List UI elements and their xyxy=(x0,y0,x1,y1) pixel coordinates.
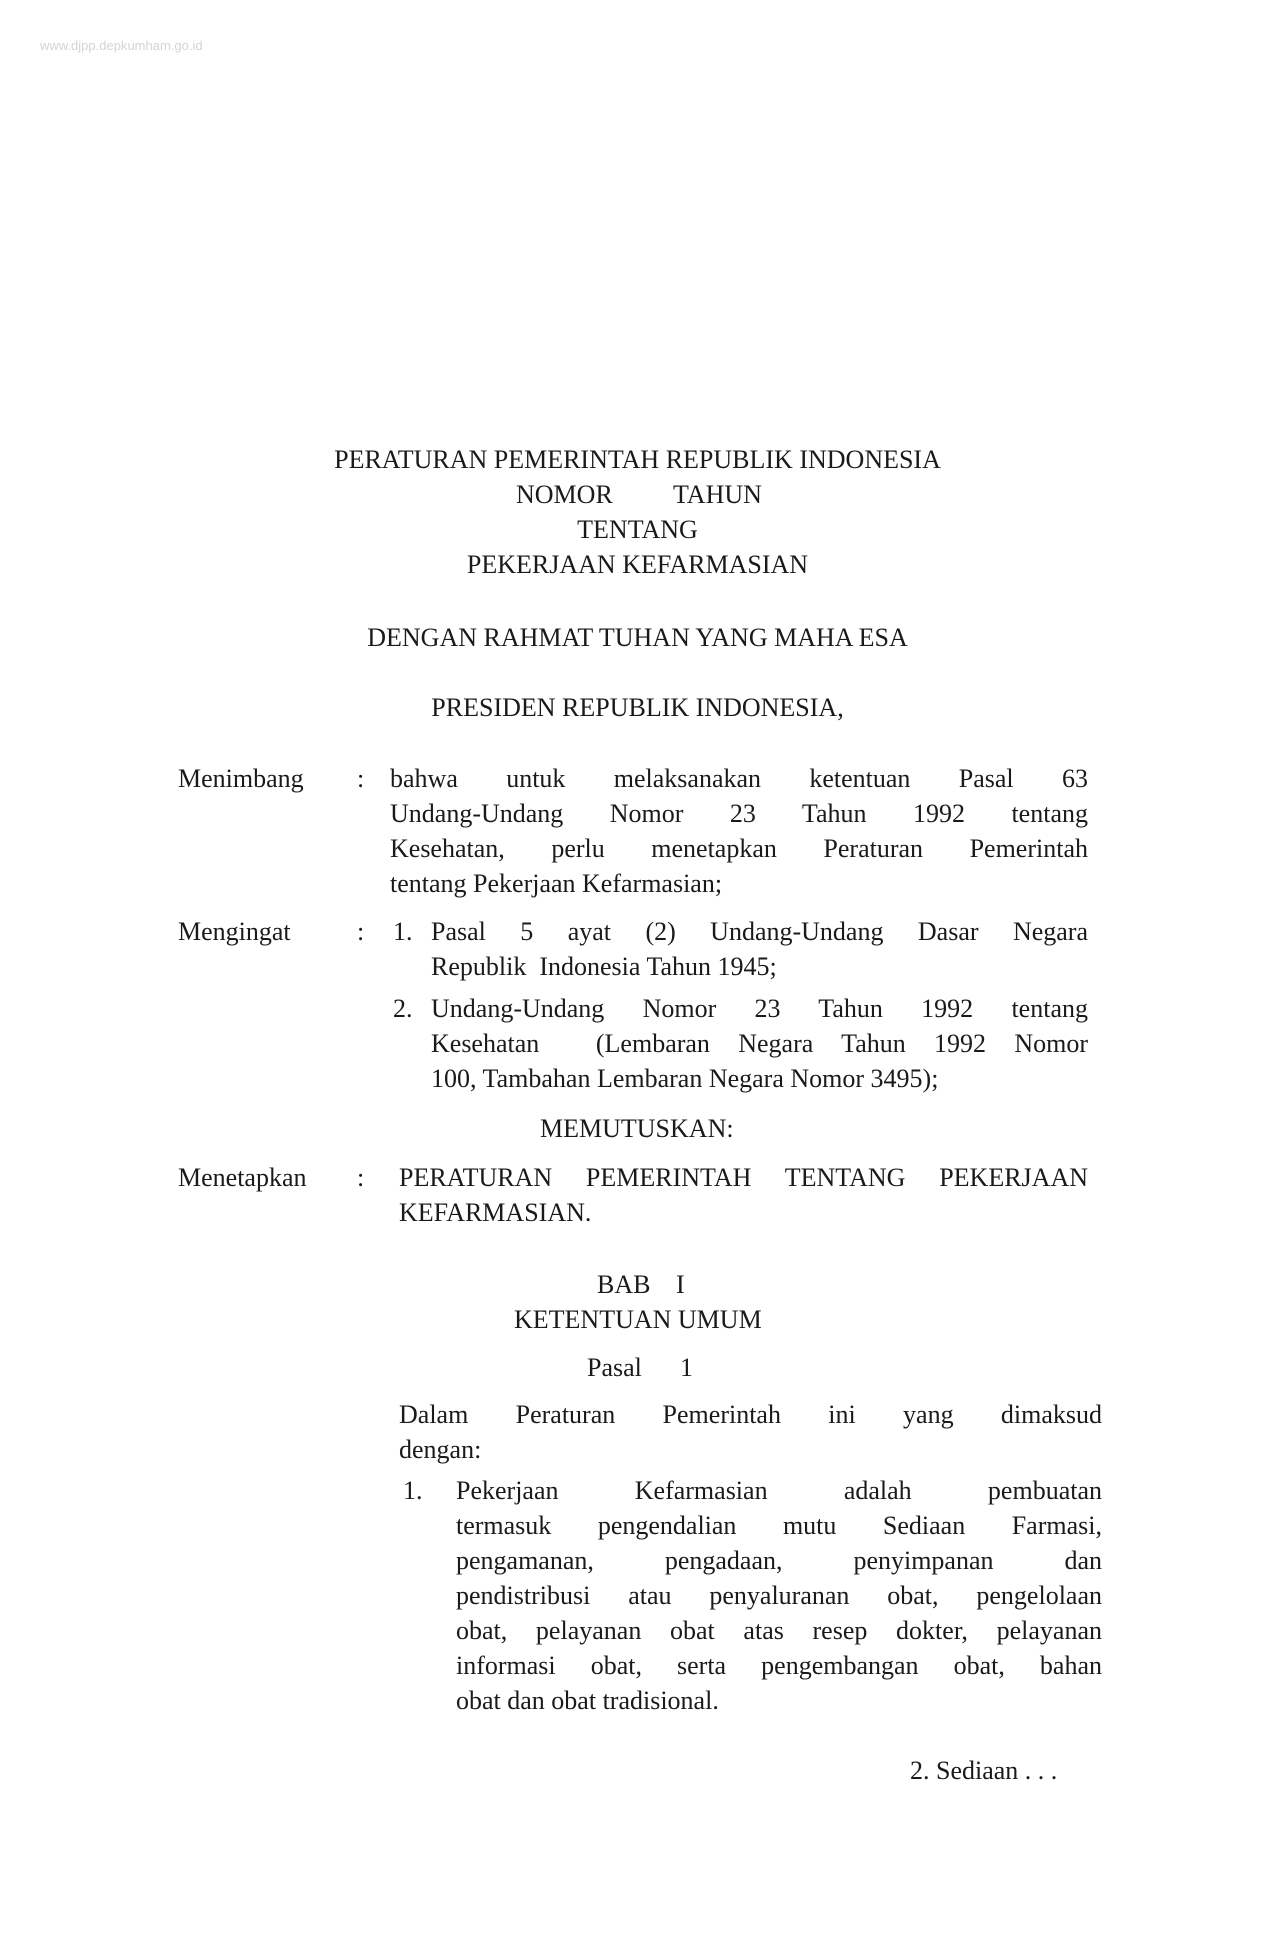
tentang-label: TENTANG xyxy=(577,515,698,544)
pasal-item-line: obat dan obat tradisional. xyxy=(456,1686,719,1715)
menetapkan-line: KEFARMASIAN. xyxy=(399,1198,592,1227)
menimbang-line: tentang Pekerjaan Kefarmasian; xyxy=(390,869,723,898)
bab-numeral: I xyxy=(676,1270,685,1299)
tahun-label: TAHUN xyxy=(673,480,762,509)
memutuskan-heading: MEMUTUSKAN: xyxy=(540,1114,734,1143)
menimbang-line: Kesehatan, perlu menetapkan Peraturan Pemerintah xyxy=(390,834,1088,863)
menimbang-line: Undang-Undang Nomor 23 Tahun 1992 tentang xyxy=(390,799,1088,828)
pasal-item-line: pengamanan, pengadaan, penyimpanan dan xyxy=(456,1546,1102,1575)
menimbang-label: Menimbang xyxy=(178,764,304,793)
mengingat-item-line: Undang-Undang Nomor 23 Tahun 1992 tentang xyxy=(431,994,1088,1023)
pasal-item-line: informasi obat, serta pengembangan obat, bahan xyxy=(456,1651,1102,1680)
pasal-item-line: pendistribusi atau penyaluranan obat, pengelolaan xyxy=(456,1581,1102,1610)
blessing-line: DENGAN RAHMAT TUHAN YANG MAHA ESA xyxy=(367,623,908,652)
bab-title: KETENTUAN UMUM xyxy=(514,1305,762,1334)
pasal-item-line: obat, pelayanan obat atas resep dokter, pelayanan xyxy=(456,1616,1102,1645)
president-line: PRESIDEN REPUBLIK INDONESIA, xyxy=(431,693,844,722)
menetapkan-colon: : xyxy=(357,1163,365,1192)
regulation-subject: PEKERJAAN KEFARMASIAN xyxy=(466,550,809,579)
mengingat-item-line: Kesehatan (Lembaran Negara Tahun 1992 Nomor xyxy=(431,1029,1088,1058)
mengingat-item-line: Republik Indonesia Tahun 1945; xyxy=(431,952,777,981)
mengingat-item-line: 100, Tambahan Lembaran Negara Nomor 3495); xyxy=(431,1064,939,1093)
pasal-intro-line: dengan: xyxy=(399,1435,482,1464)
mengingat-colon: : xyxy=(357,917,365,946)
pasal-intro-line: Dalam Peraturan Pemerintah ini yang dimaksud xyxy=(399,1400,1102,1429)
menimbang-colon: : xyxy=(357,764,365,793)
menetapkan-line: PERATURAN PEMERINTAH TENTANG PEKERJAAN xyxy=(399,1163,1088,1192)
nomor-label: NOMOR xyxy=(516,480,613,509)
mengingat-item-number: 1. xyxy=(393,917,413,946)
regulation-title: PERATURAN PEMERINTAH REPUBLIK INDONESIA xyxy=(334,445,941,474)
pasal-item-line: Pekerjaan Kefarmasian adalah pembuatan xyxy=(456,1476,1102,1505)
pasal-item-line: termasuk pengendalian mutu Sediaan Farmasi, xyxy=(456,1511,1102,1540)
bab-word: BAB xyxy=(597,1270,651,1299)
menetapkan-label: Menetapkan xyxy=(178,1163,307,1192)
mengingat-item-line: Pasal 5 ayat (2) Undang-Undang Dasar Negara xyxy=(431,917,1088,946)
page-continuation: 2. Sediaan . . . xyxy=(910,1756,1058,1785)
mengingat-item-number: 2. xyxy=(393,994,413,1023)
pasal-number: 1 xyxy=(680,1353,693,1382)
mengingat-label: Mengingat xyxy=(178,917,291,946)
pasal-word: Pasal xyxy=(587,1353,642,1382)
pasal-item-number: 1. xyxy=(403,1476,423,1505)
menimbang-line: bahwa untuk melaksanakan ketentuan Pasal 63 xyxy=(390,764,1088,793)
watermark-url: www.djpp.depkumham.go.id xyxy=(40,38,203,53)
